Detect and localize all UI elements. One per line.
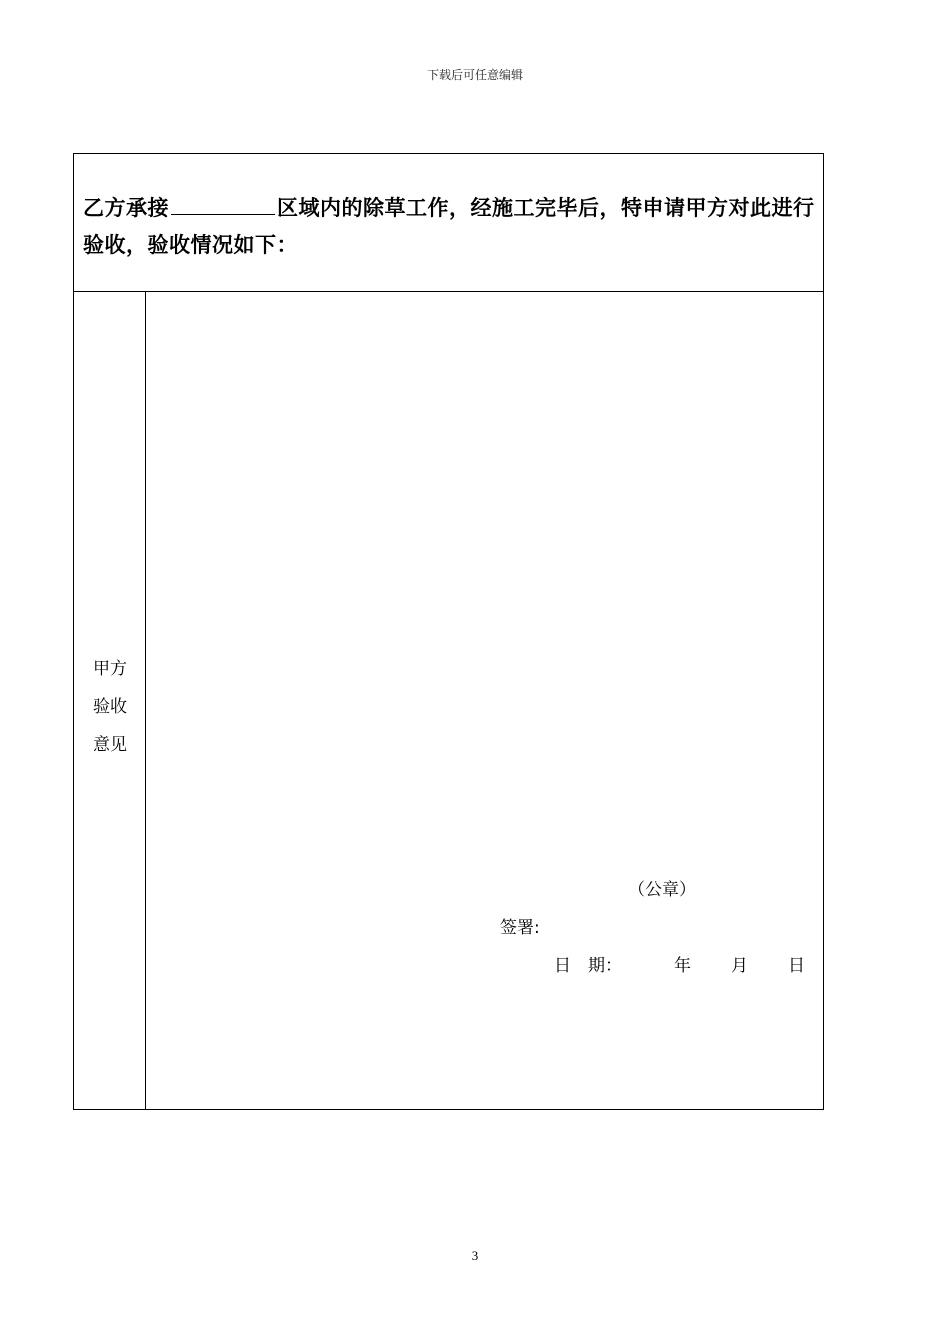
label-line-1: 甲方 (93, 659, 127, 679)
intro-row (74, 154, 823, 292)
intro-text-part1: 乙方承接 (83, 196, 169, 220)
intro-statement (83, 190, 818, 264)
label-line-2: 验收 (93, 697, 127, 717)
opinion-content-cell[interactable] (146, 292, 823, 1109)
date-label: 日 期： (554, 956, 622, 976)
opinion-label-cell (74, 292, 146, 1109)
acceptance-form-table (73, 153, 824, 1110)
area-blank-line[interactable] (171, 192, 275, 215)
label-line-3: 意见 (93, 735, 127, 755)
intro-text-part2: 区域内的除草工作，经施工完毕后，特申请甲方对此进行验收，验收情况如下： (83, 196, 815, 257)
date-row (554, 951, 805, 976)
seal-label: （公章） (628, 880, 696, 900)
month-label: 月 (731, 956, 748, 976)
year-label: 年 (674, 956, 691, 976)
signature-label: 签署: (500, 918, 540, 938)
page-number: 3 (471, 1248, 479, 1263)
header-note: 下载后可任意编辑 (426, 68, 523, 82)
opinion-label (74, 650, 146, 764)
day-label: 日 (788, 956, 805, 976)
